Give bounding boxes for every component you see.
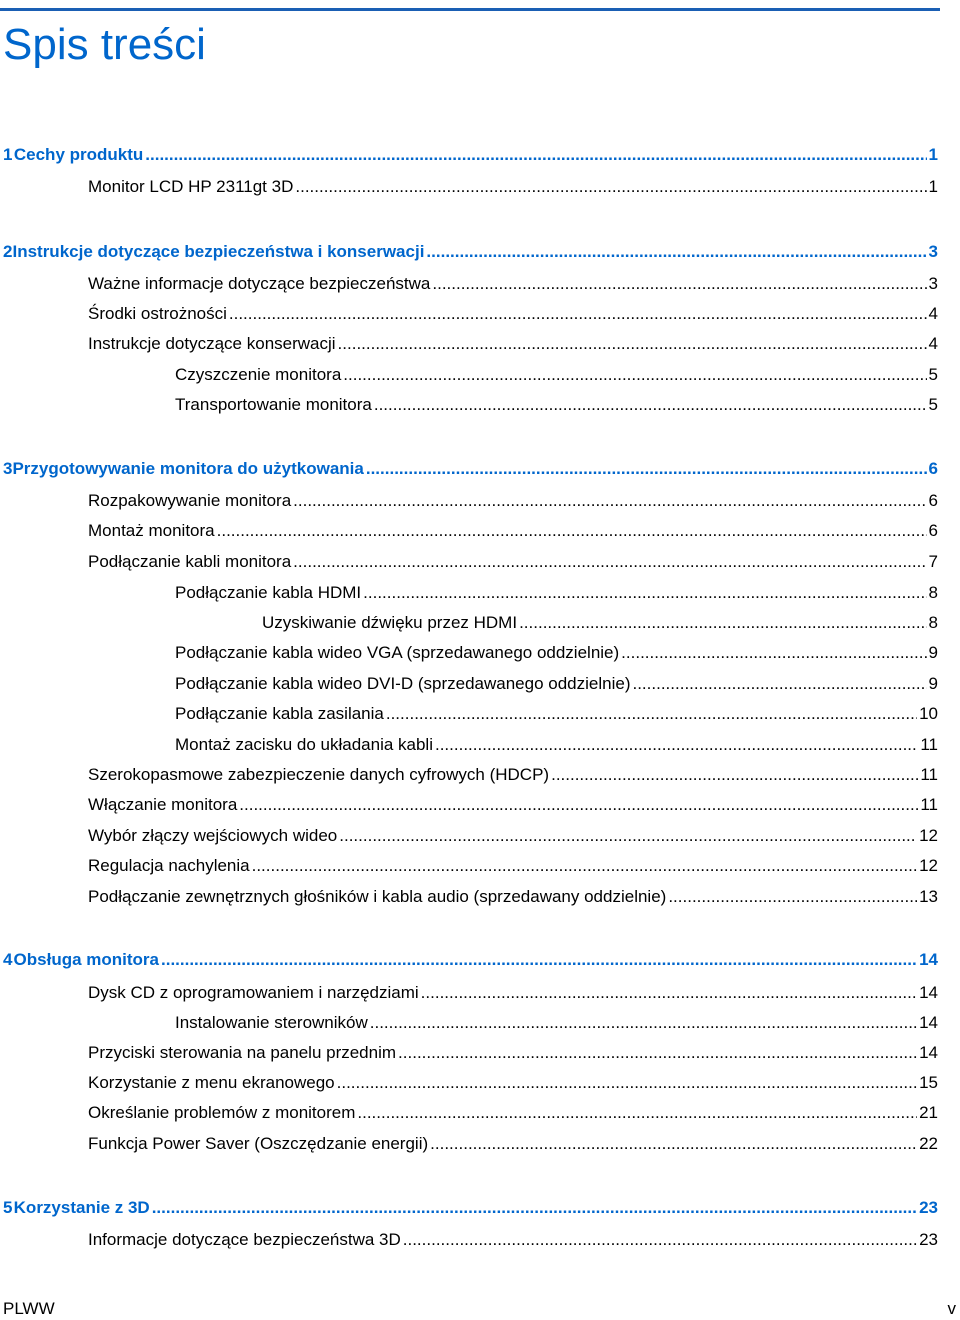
dot-leader [621, 642, 926, 664]
toc-entry[interactable] [175, 364, 938, 386]
entry-page-number: 6 [928, 491, 938, 510]
entry-page-number: 8 [928, 613, 938, 632]
entry-page-number: 14 [919, 1013, 938, 1032]
entry-page-number: 1 [928, 145, 938, 164]
entry-title: Rozpakowywanie monitora [88, 491, 292, 510]
dot-leader [370, 1012, 917, 1034]
dot-leader [229, 303, 927, 325]
toc-entry[interactable] [88, 982, 938, 1004]
dot-leader [339, 825, 917, 847]
dot-leader [432, 273, 926, 295]
entry-page-number: 23 [919, 1198, 938, 1217]
entry-title: Regulacja nachylenia [88, 856, 250, 875]
entry-title: Instrukcje dotyczące konserwacji [88, 334, 336, 353]
dot-leader [145, 144, 926, 166]
toc-entry[interactable] [175, 703, 938, 725]
entry-page-number: 22 [919, 1134, 938, 1153]
entry-title: Podłączanie kabla wideo VGA (sprzedawanego oddzielnie) [175, 643, 620, 662]
entry-title: Obsługa monitora [13, 950, 159, 969]
toc-entry[interactable] [88, 825, 938, 847]
dot-leader [435, 734, 918, 756]
entry-page-number: 14 [919, 950, 938, 969]
entry-page-number: 14 [919, 1043, 938, 1062]
toc-entry[interactable] [88, 855, 938, 877]
entry-title: Korzystanie z 3D [13, 1198, 150, 1217]
toc-entry[interactable] [175, 1012, 938, 1034]
entry-page-number: 12 [919, 856, 938, 875]
entry-page-number: 11 [920, 735, 938, 754]
dot-leader [295, 176, 926, 198]
entry-page-number: 7 [928, 552, 938, 571]
entry-page-number: 5 [928, 395, 938, 414]
toc-entry[interactable] [88, 176, 938, 198]
toc-entry[interactable] [175, 734, 938, 756]
entry-page-number: 8 [928, 583, 938, 602]
toc-chapter-entry[interactable] [3, 241, 938, 263]
toc-entry[interactable] [88, 886, 938, 908]
toc-chapter-entry[interactable] [3, 458, 938, 480]
entry-page-number: 6 [928, 459, 938, 478]
dot-leader [551, 764, 918, 786]
dot-leader [366, 458, 927, 480]
entry-page-number: 11 [920, 765, 938, 784]
entry-page-number: 15 [919, 1073, 938, 1092]
footer-page-number: v [947, 1299, 956, 1318]
entry-page-number: 21 [919, 1103, 938, 1122]
dot-leader [343, 364, 926, 386]
dot-leader [363, 582, 926, 604]
toc-entry[interactable] [262, 612, 938, 634]
dot-leader [668, 886, 917, 908]
entry-page-number: 3 [928, 274, 938, 293]
dot-leader [239, 794, 918, 816]
dot-leader [152, 1197, 917, 1219]
toc-entry[interactable] [88, 520, 938, 542]
entry-title: Określanie problemów z monitorem [88, 1103, 356, 1122]
dot-leader [337, 1072, 917, 1094]
entry-title: Funkcja Power Saver (Oszczędzanie energii) [88, 1134, 429, 1153]
toc-entry[interactable] [88, 551, 938, 573]
entry-title: Montaż zacisku do układania kabli [175, 735, 433, 754]
entry-title: Montaż monitora [88, 521, 215, 540]
toc-entry[interactable] [88, 1133, 938, 1155]
entry-title: Monitor LCD HP 2311gt 3D [88, 177, 294, 196]
entry-title: Informacje dotyczące bezpieczeństwa 3D [88, 1230, 401, 1249]
chapter-number: 2 [3, 242, 13, 261]
toc-entry[interactable] [175, 582, 938, 604]
entry-title: Włączanie monitora [88, 795, 238, 814]
entry-page-number: 9 [928, 643, 938, 662]
dot-leader [519, 612, 926, 634]
entry-page-number: 9 [928, 674, 938, 693]
entry-page-number: 11 [920, 795, 938, 814]
toc-entry[interactable] [88, 1229, 938, 1251]
dot-leader [398, 1042, 917, 1064]
entry-title: Przygotowywanie monitora do użytkowania [12, 459, 364, 478]
toc-entry[interactable] [88, 764, 938, 786]
toc-entry[interactable] [88, 1042, 938, 1064]
entry-page-number: 6 [928, 521, 938, 540]
entry-title: Cechy produktu [13, 145, 144, 164]
toc-entry[interactable] [88, 1072, 938, 1094]
dot-leader [386, 703, 917, 725]
dot-leader [403, 1229, 917, 1251]
toc-entry[interactable] [175, 394, 938, 416]
page-title: Spis treści [3, 20, 206, 69]
entry-title: Dysk CD z oprogramowaniem i narzędziami [88, 983, 419, 1002]
chapter-number: 4 [3, 950, 13, 969]
toc-entry[interactable] [88, 303, 938, 325]
entry-title: Uzyskiwanie dźwięku przez HDMI [262, 613, 518, 632]
entry-title: Instrukcje dotyczące bezpieczeństwa i konserwacji [12, 242, 425, 261]
dot-leader [293, 551, 926, 573]
entry-title: Czyszczenie monitora [175, 365, 342, 384]
entry-title: Środki ostrożności [88, 304, 227, 323]
entry-title: Ważne informacje dotyczące bezpieczeństwa [88, 274, 431, 293]
chapter-number: 1 [3, 145, 13, 164]
entry-title: Podłączanie kabli monitora [88, 552, 292, 571]
entry-page-number: 5 [928, 365, 938, 384]
dot-leader [421, 982, 917, 1004]
dot-leader [293, 490, 926, 512]
entry-title: Podłączanie zewnętrznych głośników i kabla audio (sprzedawany oddzielnie) [88, 887, 667, 906]
chapter-number: 5 [3, 1198, 13, 1217]
entry-page-number: 4 [928, 304, 938, 323]
toc-entry[interactable] [88, 333, 938, 355]
entry-page-number: 10 [919, 704, 938, 723]
entry-page-number: 3 [928, 242, 938, 261]
entry-page-number: 1 [928, 177, 938, 196]
dot-leader [426, 241, 926, 263]
dot-leader [374, 394, 927, 416]
top-rule [0, 8, 940, 11]
entry-title: Szerokopasmowe zabezpieczenie danych cyfrowych (HDCP) [88, 765, 550, 784]
toc-entry[interactable] [88, 794, 938, 816]
dot-leader [161, 949, 917, 971]
toc-chapter-entry[interactable] [3, 1197, 938, 1219]
dot-leader [252, 855, 917, 877]
dot-leader [632, 673, 926, 695]
entry-page-number: 4 [928, 334, 938, 353]
toc-entry[interactable] [88, 1102, 938, 1124]
toc-chapter-entry[interactable] [3, 144, 938, 166]
entry-page-number: 12 [919, 826, 938, 845]
entry-title: Wybór złączy wejściowych wideo [88, 826, 338, 845]
entry-page-number: 13 [919, 887, 938, 906]
entry-title: Korzystanie z menu ekranowego [88, 1073, 335, 1092]
entry-title: Przyciski sterowania na panelu przednim [88, 1043, 397, 1062]
dot-leader [338, 333, 927, 355]
dot-leader [357, 1102, 917, 1124]
toc-entry[interactable] [175, 673, 938, 695]
entry-title: Podłączanie kabla wideo DVI-D (sprzedawanego oddzielnie) [175, 674, 631, 693]
entry-page-number: 23 [919, 1230, 938, 1249]
entry-title: Transportowanie monitora [175, 395, 372, 414]
entry-title: Podłączanie kabla zasilania [175, 704, 384, 723]
entry-title: Instalowanie sterowników [175, 1013, 368, 1032]
toc-entry[interactable] [88, 273, 938, 295]
toc-entry[interactable] [175, 642, 938, 664]
dot-leader [430, 1133, 917, 1155]
footer-left: PLWW [3, 1299, 55, 1318]
entry-title: Podłączanie kabla HDMI [175, 583, 362, 602]
chapter-number: 3 [3, 459, 13, 478]
entry-page-number: 14 [919, 983, 938, 1002]
toc-chapter-entry[interactable] [3, 949, 938, 971]
dot-leader [217, 520, 927, 542]
toc-entry[interactable] [88, 490, 938, 512]
